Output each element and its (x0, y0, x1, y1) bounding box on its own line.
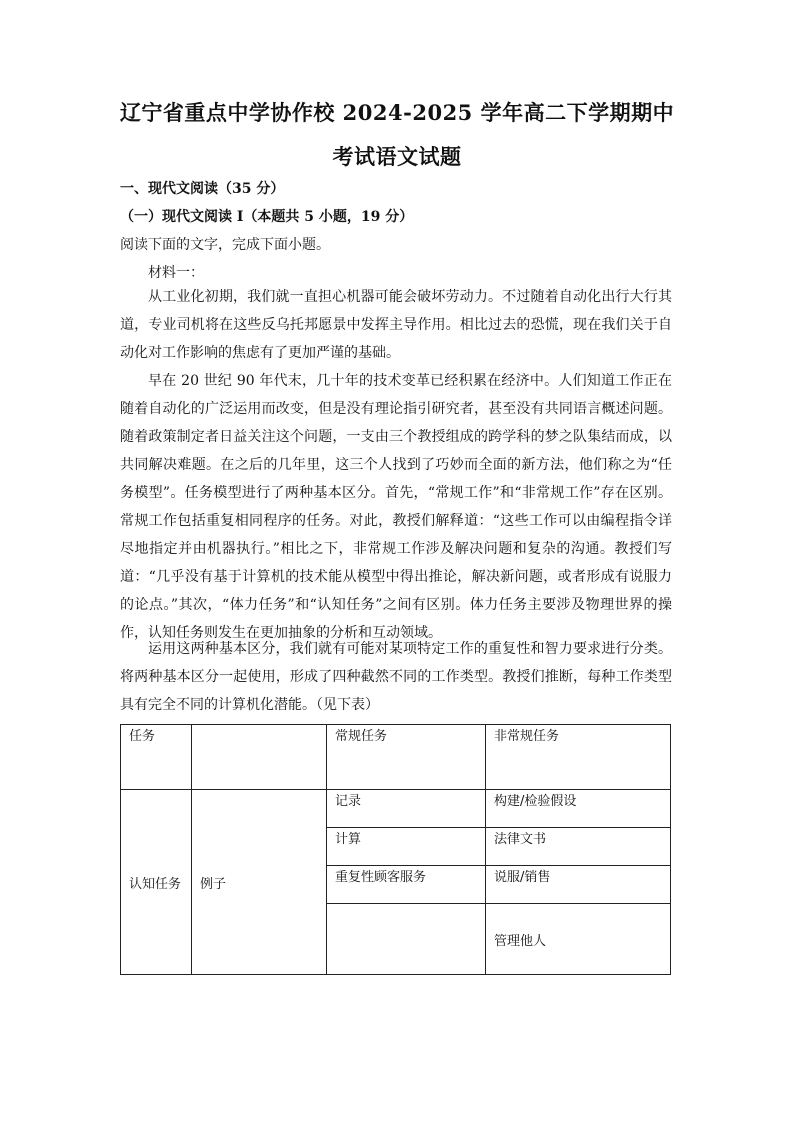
nonroutine-cell: 管理他人 (486, 904, 671, 975)
nonroutine-cell: 构建/检验假设 (486, 790, 671, 828)
material-label: 材料一： (148, 265, 204, 281)
exam-title-line-2: 考试语文试题 (332, 144, 462, 169)
subsection-heading: （一）现代文阅读 I（本题共 5 小题，19 分） (120, 209, 414, 225)
nonroutine-cell: 法律文书 (486, 828, 671, 866)
header-empty-cell (192, 725, 327, 790)
table-row (121, 790, 671, 828)
paragraph-1: 从工业化初期，我们就一直担心机器可能会破坏劳动力。不过随着自动化出行大行其道，专业司机将在这些反乌托邦愿景中发挥主导作用。相比过去的恐慌，现在我们关于自动化对工作影响的焦虑有了更加严谨的基础。 (120, 289, 672, 361)
routine-cell (327, 904, 486, 975)
routine-cell: 重复性顾客服务 (327, 866, 486, 904)
section-heading: 一、现代文阅读（35 分） (120, 181, 285, 197)
paragraph-2: 早在 20 世纪 90 年代末，几十年的技术变革已经积累在经济中。人们知道工作正在随着自动化的广泛运用而改变，但是没有理论指引研究者，甚至没有共同语言概述问题。随着政策制定者日益关注这个问题，一支由三个教授组成的跨学科的梦之队集结而成，以共同解决难题。在之后的几年里，这三个人找到了巧妙而全面的新方法，他们称之为“任务模型”。任务模型进行了两种基本区分。首先，“常规工作”和“非常规工作”存在区别。常规工作包括重复相同程序的任务。对此，教授们解释道：“这些工作可以由编程指令详尽地指定并由机器执行。”相比之下，非常规工作涉及解决问题和复杂的沟通。教授们写道：“几乎没有基于计算机的技术能从模型中得出推论，解决新问题，或者形成有说服力的论点。”其次，“体力任务”和“认知任务”之间有区别。体力任务主要涉及物理世界的操作，认知任务则发生在更加抽象的分析和互动领域。 (120, 373, 672, 641)
row-label-cell: 认知任务 (121, 790, 192, 975)
row-sub-label-cell: 例子 (192, 790, 327, 975)
header-routine-cell: 常规任务 (327, 725, 486, 790)
nonroutine-cell: 说服/销售 (486, 866, 671, 904)
instruction-text: 阅读下面的文字，完成下面小题。 (120, 237, 330, 253)
table-header-row (121, 725, 671, 790)
task-type-table (120, 724, 671, 975)
routine-cell: 计算 (327, 828, 486, 866)
routine-cell: 记录 (327, 790, 486, 828)
header-task-cell: 任务 (121, 725, 192, 790)
header-nonroutine-cell: 非常规任务 (486, 725, 671, 790)
exam-title-line-1: 辽宁省重点中学协作校 2024-2025 学年高二下学期期中 (119, 100, 675, 125)
paragraph-3: 运用这两种基本区分，我们就有可能对某项特定工作的重复性和智力要求进行分类。将两种基本区分一起使用，形成了四种截然不同的工作类型。教授们推断，每种工作类型具有完全不同的计算机化潜能。（见下表） (120, 641, 672, 713)
